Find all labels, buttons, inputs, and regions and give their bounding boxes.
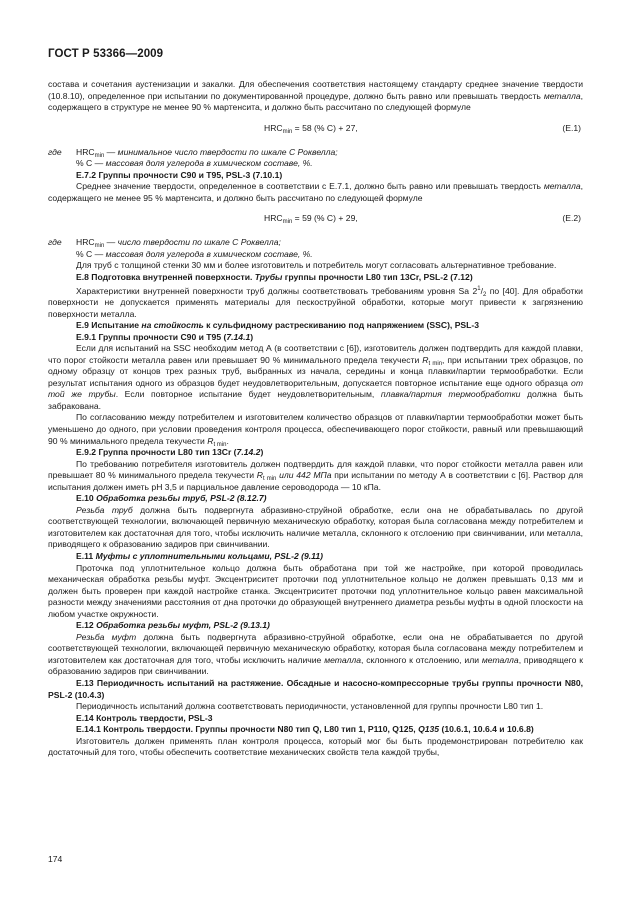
paragraph: Для труб с толщиной стенки 30 мм и более изготовитель и потребитель могут согласовать альтернативное требование. xyxy=(76,260,557,271)
paragraph: Резьба муфт должна быть подвергнута абразивно-струйной обработке, если она не обрабатывается по другой соответствующей технологии, включающей первичную механическую обработку, которая была согласована между потребителем и изготовителем как достаточная для того, чтобы исключить наличие металла, склонного к отслоению, или металла, приводящего к образованию задиров при свинчивании. xyxy=(48,631,584,677)
section-heading: Е.12 Обработка резьбы муфт, PSL-2 (9.13.1) xyxy=(76,620,270,631)
paragraph: Изготовитель должен применять план контроля процесса, который мог бы быть продемонстрирован потребителю как достаточный для того, чтобы обеспечить соответствие механических свойств тела каждой трубы, xyxy=(48,735,583,758)
definition: % С — массовая доля углерода в химическом составе, %. xyxy=(76,158,313,169)
section-heading: Е.14 Контроль твердости, PSL-3 xyxy=(76,712,213,723)
section-heading: Е.13 Периодичность испытаний на растяжение. Обсадные и насосно-компрессорные трубы группы прочности N80, PSL-2 (10.4.3) xyxy=(48,678,583,700)
formula-expression: $HRC_{min} = 58$ (% C) + 27, xyxy=(264,122,358,135)
document-header: ГОСТ Р 53366—2009 xyxy=(48,48,164,60)
page-number: 174 xyxy=(48,854,63,864)
formula-number: (Е.1) xyxy=(562,122,581,133)
paragraph: По требованию потребителя изготовитель должен подтвердить для каждой плавки, что порог стойкости металла равен или превышает 80 % минимального предела текучести $R_{t min}$ или 442 МПа при испытании по методу А в соответствии с [6]. Раствор для испытания должен иметь pH 3,5 и парциальное давление сероводорода — 10 кПа. xyxy=(48,458,583,492)
section-heading: Е.9.2 Группа прочности L80 тип 13Cr (7.14.2) xyxy=(76,447,264,458)
section-heading: Е.9 Испытание на стойкость к сульфидному растрескиванию под напряжением (SSC), PSL-3 xyxy=(76,320,480,331)
formula-e1 xyxy=(48,121,583,143)
section-heading: Е.7.2 Группы прочности С90 и Т95, PSL-3 (7.10.1) xyxy=(76,169,283,180)
paragraph: Если для испытаний на SSC необходим метод А (в соответствии с [6]), изготовитель должен подтвердить для каждой плавки, что порог стойкости металла равен или превышает 90 % минимального предела текучести $R_{t min}$, при испытании трех образцов, по одному образцу от концов трех разных труб, выбранных из начала, середины и конца плавки/партии термообработки. Если результат испытания одного из образцов будет неудовлетворительным, допускается повторное испытание еще одного образца от той же трубы. Если повторное испытание будет неудовлетворительным, плавка/партия термообработки должна быть забракована. xyxy=(48,343,584,411)
paragraph: Проточка под уплотнительное кольцо должна быть обработана при той же настройке, при которой проводилась механическая обработка резьбы муфт. Эксцентриситет проточки под уплотнительное кольцо не должен превышать 0,13 мм и должен быть проверен при каждой настройке станка. Эксцентриситет проточки под уплотнительное кольцо равен максимальной разности между значениями расстояния от дна проточки до образующей внутреннего диаметра резьбы муфты в одной плоскости на любом участке окружности. xyxy=(48,562,583,619)
section-heading: Е.8 Подготовка внутренней поверхности. Трубы группы прочности L80 тип 13Cr, PSL-2 (7.12) xyxy=(76,272,473,283)
formula-e2 xyxy=(48,211,583,233)
section-heading: Е.10 Обработка резьбы труб, PSL-2 (8.12.7) xyxy=(76,493,267,504)
definition: где $HRC_{min}$ — минимальное число твердости по шкале С Роквелла; xyxy=(48,146,338,159)
paragraph: состава и сочетания аустенизации и закалки. Для обеспечения соответствия настоящему стандарту среднее значение твердости (10.8.10), определенное при испытании по документированной процедуре, должно быть равно или превышать твердость металла, содержащего в структуре не менее 90 % мартенсита, и должно быть рассчитано по следующей формуле xyxy=(48,79,583,113)
paragraph: Периодичность испытаний должна соответствовать периодичности, установленной для группы прочности L80 тип 1. xyxy=(76,701,544,712)
section-heading: Е.11 Муфты с уплотнительными кольцами, PSL-2 (9.11) xyxy=(76,551,323,561)
page-body xyxy=(48,79,583,759)
formula-expression: $HRC_{min} = 59$ (% C) + 29, xyxy=(264,213,358,226)
paragraph: Среднее значение твердости, определенное в соответствии с Е.7.1, должно быть равно или превышать твердость металла, содержащего не менее 95 % мартенсита, и должно быть рассчитано по следующей формуле xyxy=(48,181,583,203)
formula-number: (Е.2) xyxy=(562,213,581,224)
section-heading: Е.14.1 Контроль твердости. Группы прочности N80 тип Q, L80 тип 1, P110, Q125, Q135 (10.6.1, 10.6.4 и 10.6.8) xyxy=(76,724,534,735)
definition: % С — массовая доля углерода в химическом составе, %. xyxy=(76,248,313,259)
section-heading: Е.9.1 Группы прочности С90 и Т95 (7.14.1) xyxy=(76,331,254,342)
paragraph: Резьба труб должна быть подвергнута абразивно-струйной обработке, если она не обрабатывалась по другой соответствующей технологии, включающей первичную механическую обработку, которая была согласована между потребителем и изготовителем как достаточная для того, чтобы исключить наличие металла, склонного к отслоению при свинчивании, или металла, приводящего к образованию задиров при свинчивании. xyxy=(48,504,583,550)
definition: где $HRC_{min}$ — число твердости по шкале С Роквелла; xyxy=(48,237,281,250)
paragraph: По согласованию между потребителем и изготовителем количество образцов от плавки/партии термообработки может быть уменьшено до одного, при условии проведения контроля процесса, обеспечивающего порог стойкости, равный или превышающий 90 % минимального предела текучести $R_{t min}$. xyxy=(48,412,583,448)
paragraph: Характеристики внутренней поверхности труб должны соответствовать требованиям уровня Sa $2^1/_2$ по [40]. Для обработки поверхности не допускается применять материалы для пескоструйной обработки, которые могут привести к загрязнению поверхности металла. xyxy=(48,285,583,319)
